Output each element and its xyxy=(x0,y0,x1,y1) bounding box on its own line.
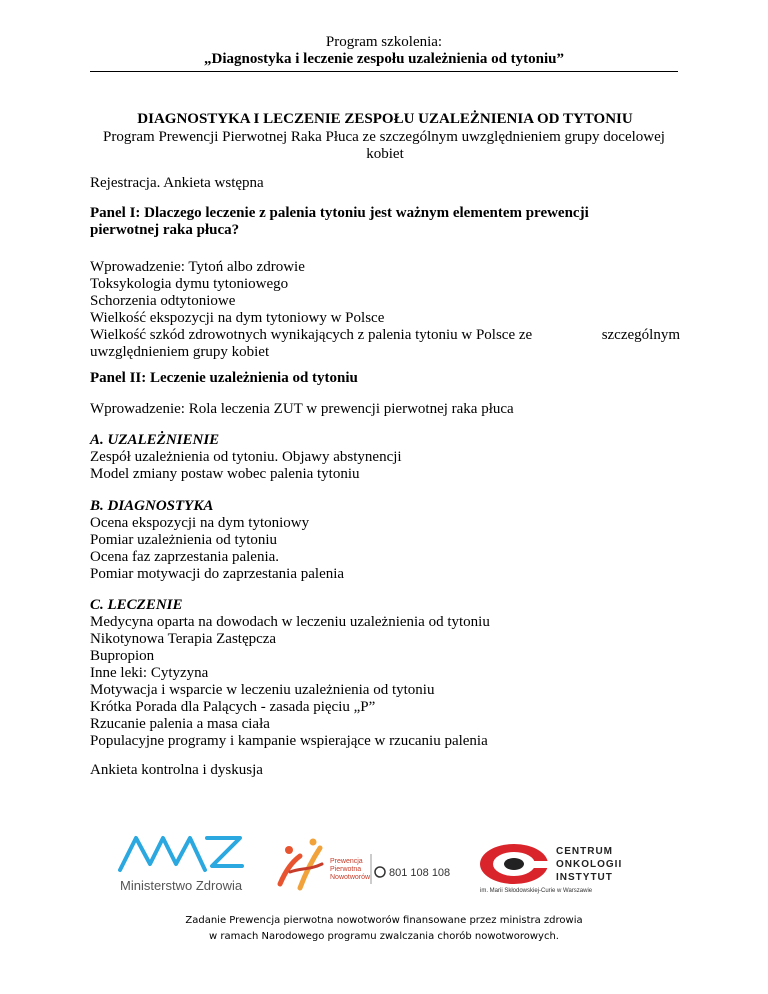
list-item: Krótka Porada dla Palących - zasada pięciu „P” xyxy=(90,699,376,715)
list-item: Wielkość ekspozycji na dym tytoniowy w Polsce xyxy=(90,310,385,326)
document-subtitle-line1: Program Prewencji Pierwotnej Raka Płuca ze szczególnym uwzględnieniem grupy docelowej xyxy=(103,129,665,145)
list-item: Pomiar motywacji do zaprzestania palenia xyxy=(90,566,345,582)
list-item: uwzględnieniem grupy kobiet xyxy=(90,344,270,360)
list-item-text: szczególnym xyxy=(601,327,680,343)
figure-head-icon xyxy=(285,846,293,854)
section-a xyxy=(90,432,680,483)
header-line2: „Diagnostyka i leczenie zespołu uzależnienia od tytoniu” xyxy=(204,51,564,67)
panel2-title: Panel II: Leczenie uzależnienia od tytoniu xyxy=(90,370,358,386)
list-item: Ocena faz zaprzestania palenia. xyxy=(90,549,280,565)
list-item: Zespół uzależnienia od tytoniu. Objawy abstynencji xyxy=(90,449,402,465)
list-item xyxy=(90,327,680,344)
ministry-name: Ministerstwo Zdrowia xyxy=(120,878,243,893)
panel1-title-line2: pierwotnej raka płuca? xyxy=(90,222,240,238)
list-item: Motywacja i wsparcie w leczeniu uzależnienia od tytoniu xyxy=(90,682,435,698)
header-line1: Program szkolenia: xyxy=(325,34,443,50)
panel2-intro: Wprowadzenie: Rola leczenia ZUT w prewencji pierwotnej raka płuca xyxy=(90,401,514,417)
centrum-text-line2: ONKOLOGII xyxy=(556,859,623,870)
ministry-z-icon xyxy=(207,838,242,866)
phone-number: 801 108 108 xyxy=(389,867,451,879)
centrum-logo xyxy=(480,844,622,894)
centrum-text-line3: INSTYTUT xyxy=(556,872,613,883)
list-item-text: Wielkość szkód zdrowotnych wynikających z palenia tytoniu w Polsce ze xyxy=(90,327,533,343)
list-item: Populacyjne programy i kampanie wspierające w rzucaniu palenia xyxy=(90,733,488,749)
list-item: Bupropion xyxy=(90,648,155,664)
document-title: DIAGNOSTYKA I LECZENIE ZESPOŁU UZALEŻNIENIA OD TYTONIU xyxy=(137,111,633,127)
panel1-title-line1: Panel I: Dlaczego leczenie z palenia tytoniu jest ważnym elementem prewencji xyxy=(90,205,589,221)
list-item: Inne leki: Cytyzyna xyxy=(90,665,209,681)
prewencja-text-line3: Nowotworów xyxy=(330,874,371,881)
document-subtitle-line2: kobiet xyxy=(366,146,404,162)
figure-head-icon xyxy=(310,839,317,846)
list-item: Toksykologia dymu tytoniowego xyxy=(90,276,289,292)
prewencja-text-line1: Prewencja xyxy=(330,858,363,865)
prewencja-text-line2: Pierwotna xyxy=(330,866,362,873)
list-item: Schorzenia odtytoniowe xyxy=(90,293,236,309)
section-b-title: B. DIAGNOSTYKA xyxy=(90,498,214,514)
centrum-subtitle: im. Marii Skłodowskiej-Curie w Warszawie xyxy=(480,888,593,894)
header-divider xyxy=(90,71,678,72)
list-item: Rzucanie palenia a masa ciała xyxy=(90,716,270,732)
closing-text: Ankieta kontrolna i dyskusja xyxy=(90,762,263,778)
list-item: Model zmiany postaw wobec palenia tytoniu xyxy=(90,466,360,482)
ministry-logo xyxy=(120,838,243,893)
prewencja-logo xyxy=(280,839,450,889)
section-c-title: C. LECZENIE xyxy=(90,597,183,613)
list-item: Wprowadzenie: Tytoń albo zdrowie xyxy=(90,259,305,275)
sponsor-logos xyxy=(0,828,768,898)
list-item: Ocena ekspozycji na dym tytoniowy xyxy=(90,515,310,531)
centrum-emblem-icon xyxy=(504,858,524,870)
section-a-title: A. UZALEŻNIENIE xyxy=(90,432,220,448)
registration-text: Rejestracja. Ankieta wstępna xyxy=(90,175,264,191)
list-item: Pomiar uzależnienia od tytoniu xyxy=(90,532,278,548)
ministry-wave-icon xyxy=(120,838,205,870)
phone-icon xyxy=(375,867,385,877)
footer-line2: w ramach Narodowego programu zwalczania chorób nowotworowych. xyxy=(209,931,559,942)
footer-line1: Zadanie Prewencja pierwotna nowotworów finansowane przez ministra zdrowia xyxy=(185,915,583,926)
section-b xyxy=(90,498,680,583)
centrum-text-line1: CENTRUM xyxy=(556,846,613,857)
section-c xyxy=(90,597,680,750)
panel1-list xyxy=(90,259,680,361)
list-item: Medycyna oparta na dowodach w leczeniu uzależnienia od tytoniu xyxy=(90,614,490,630)
list-item: Nikotynowa Terapia Zastępcza xyxy=(90,631,277,647)
